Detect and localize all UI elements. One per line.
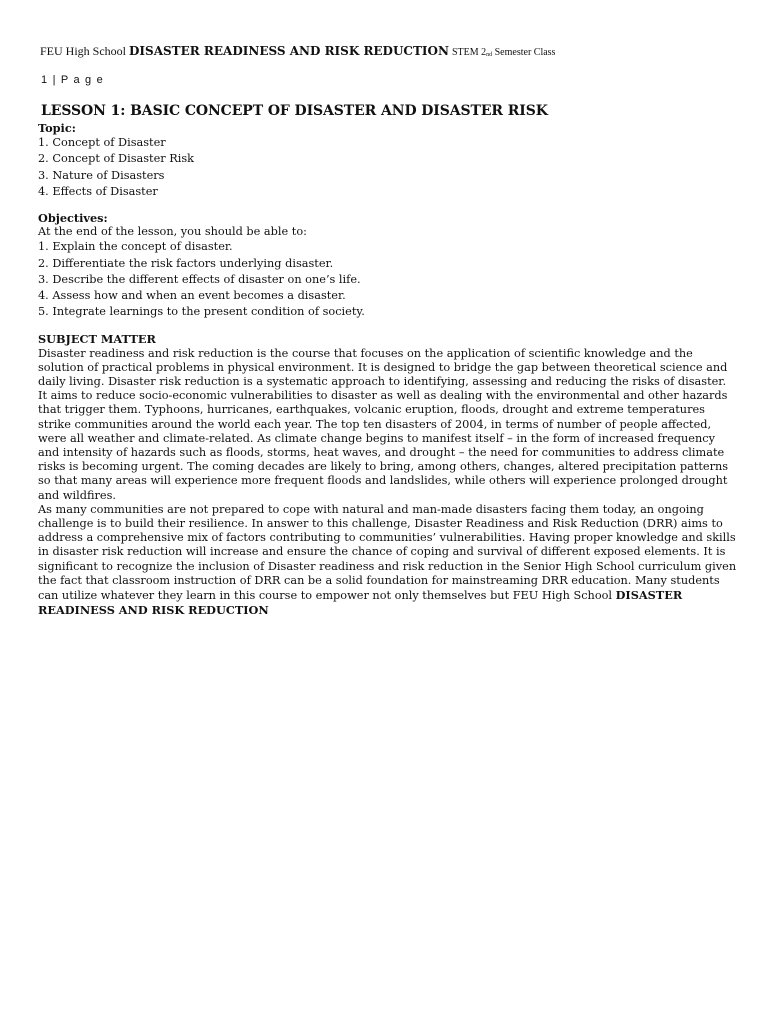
topic-label: Topic:: [38, 121, 76, 135]
header-term-suffix: Semester Class: [494, 47, 556, 58]
objectives-list: [38, 239, 738, 320]
running-header: [40, 44, 555, 59]
list-item: 4. Effects of Disaster: [38, 184, 158, 198]
subject-paragraph-2: [38, 503, 738, 619]
list-item: 1. Concept of Disaster: [38, 136, 166, 150]
topic-section: [38, 121, 738, 200]
list-item: 2. Concept of Disaster Risk: [38, 152, 195, 166]
lesson-title: LESSON 1: BASIC CONCEPT OF DISASTER AND DISASTER RISK: [41, 103, 548, 119]
list-item: 3. Nature of Disasters: [38, 168, 165, 182]
page-number: 1 | P a g e: [41, 74, 104, 86]
list-item: 1. Explain the concept of disaster.: [38, 240, 233, 254]
list-item: 4. Assess how and when an event becomes a disaster.: [38, 289, 346, 303]
objectives-label: Objectives:: [38, 211, 108, 226]
objectives-section: [38, 211, 738, 320]
subject-paragraph-2-body: As many communities are not prepared to cope with natural and man-made disasters facing them today, an ongoing challenge is to build their resilience. In answer to this challenge, Disaster Readiness and Risk Reduction (DRR) aims to address a comprehensive mix of factors contributing to communities’ vulnerabilities. Having proper knowledge and skills in disaster risk reduction will increase and ensure the chance of coping and survival of different exposed elements. It is significant to recognize the inclusion of Disaster readiness and risk reduction in the Senior High School curriculum given the fact that classroom instruction of DRR can be a solid foundation for mainstreaming DRR education. Many students can utilize whatever they learn in this course to empower not only themselves but: [38, 502, 737, 603]
list-item: 5. Integrate learnings to the present condition of society.: [38, 305, 365, 319]
header-term-sup: nd: [486, 52, 493, 58]
list-item: 2. Differentiate the risk factors underlying disaster.: [38, 256, 334, 270]
objectives-intro: At the end of the lesson, you should be able to:: [38, 225, 307, 239]
subject-paragraph-2-course: DISASTER READINESS AND RISK REDUCTION: [38, 588, 683, 618]
subject-matter-label: SUBJECT MATTER: [38, 332, 156, 347]
header-course: DISASTER READINESS AND RISK REDUCTION: [129, 44, 449, 58]
subject-matter-section: [38, 332, 738, 618]
topic-list: [38, 135, 738, 200]
header-org: FEU High School: [40, 44, 127, 58]
lesson-content: [38, 121, 738, 619]
subject-paragraph-1: Disaster readiness and risk reduction is the course that focuses on the application of scientific knowledge and the solution of practical problems in physical environment. It is designed to bridge the gap between theoretical science and daily living. Disaster risk reduction is a systematic approach to identifying, assessing and reducing the risks of disaster. It aims to reduce socio-economic vulnerabilities to disaster as well as dealing with the environmental and other hazards that trigger them. Typhoons, hurricanes, earthquakes, volcanic eruption, floods, drought and extreme temperatures strike communities around the world each year. The top ten disasters of 2004, in terms of number of people affected, were all weather and climate-related. As climate change begins to manifest itself – in the form of increased frequency and intensity of hazards such as floods, storms, heat waves, and drought – the need for communities to address climate risks is becoming urgent. The coming decades are likely to bring, among others, changes, altered precipitation patterns so that many areas will experience more frequent floods and landslides, while others will experience prolonged drought and wildfires.: [38, 346, 729, 502]
list-item: 3. Describe the different effects of disaster on one’s life.: [38, 272, 361, 286]
header-term-prefix: STEM 2: [451, 47, 487, 58]
subject-paragraph-2-org: FEU High School: [512, 589, 613, 603]
header-term: [452, 47, 556, 58]
